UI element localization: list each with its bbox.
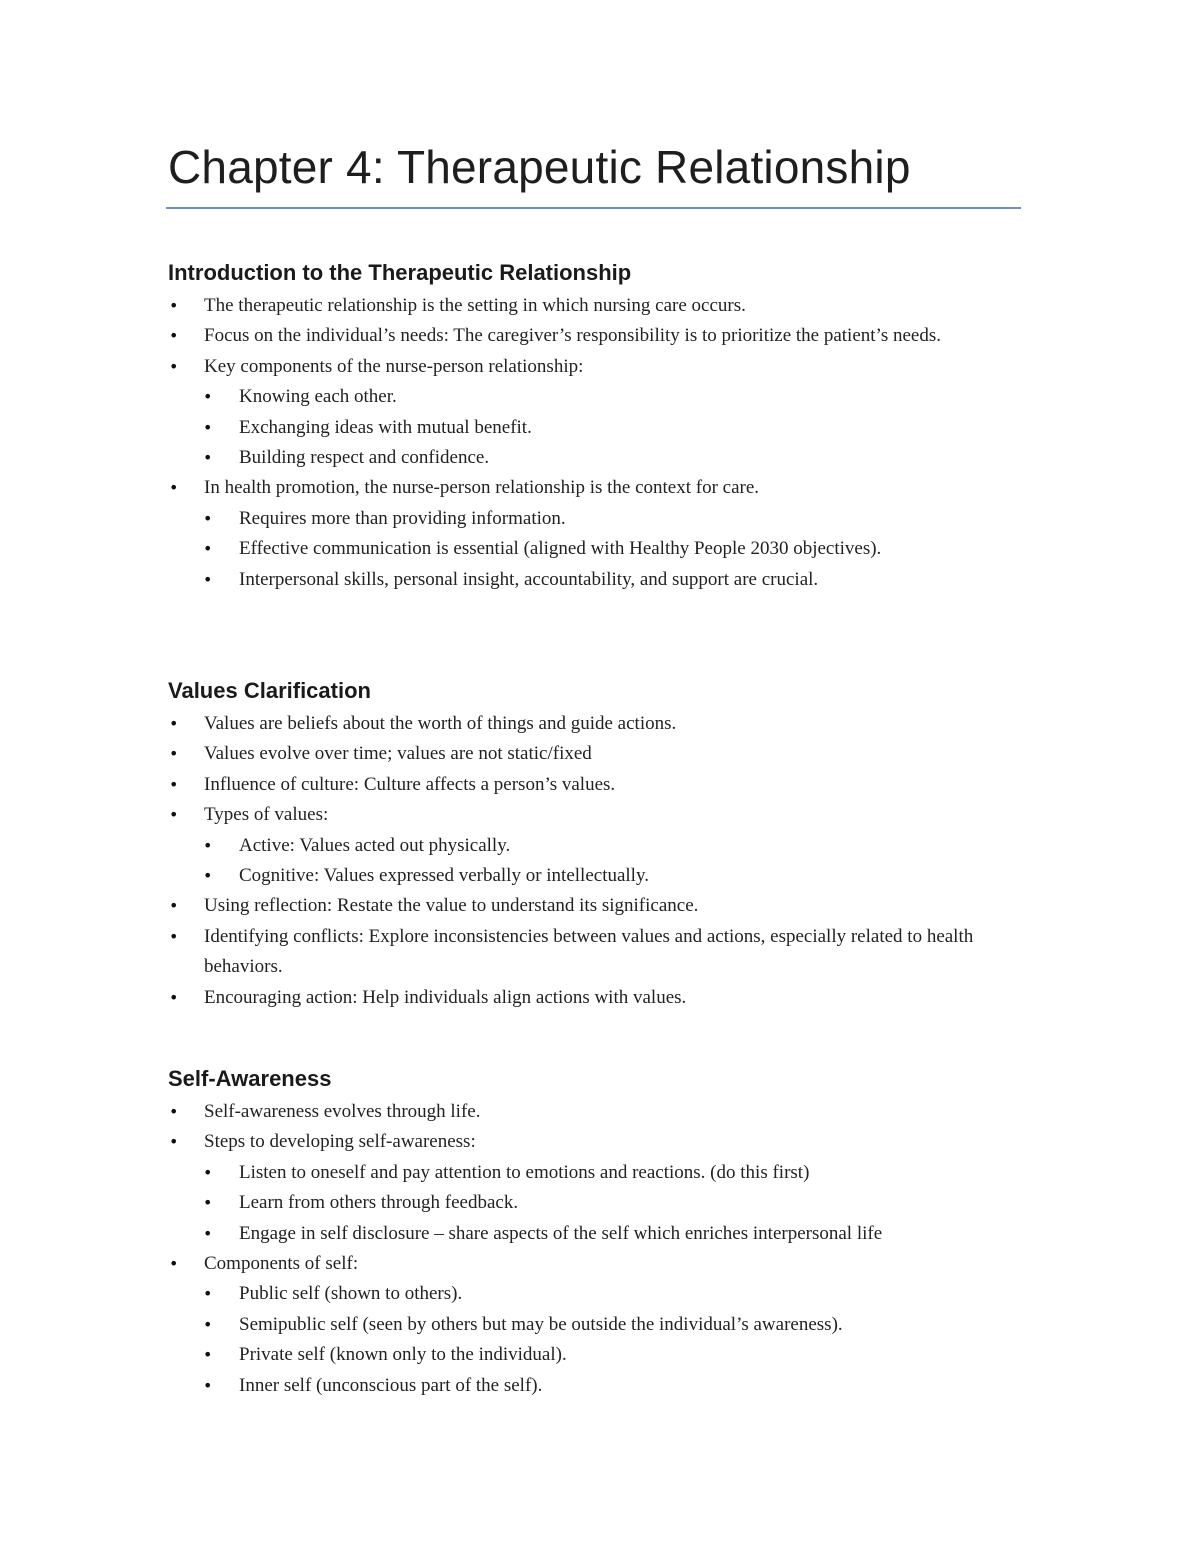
page-title: Chapter 4: Therapeutic Relationship <box>168 141 911 193</box>
list-item-text: Components of self: <box>204 1253 359 1275</box>
sub-list-item <box>168 1340 1038 1370</box>
list-item-text: Requires more than providing information. <box>239 507 566 529</box>
list-item <box>168 291 1038 321</box>
list-item-text: In health promotion, the nurse-person relationship is the context for care. <box>204 477 760 499</box>
bullet-icon: • <box>203 1345 213 1365</box>
bullet-icon: • <box>203 539 213 559</box>
list-item-text: Influence of culture: Culture affects a person’s values. <box>204 773 616 795</box>
bullet-icon: • <box>169 478 179 498</box>
section-heading: Values Clarification <box>168 678 371 703</box>
bullet-list <box>168 1097 1038 1401</box>
list-item <box>168 1127 1038 1157</box>
bullet-list <box>168 709 1038 1013</box>
bullet-icon: • <box>203 1314 213 1334</box>
list-item-text: Exchanging ideas with mutual benefit. <box>239 416 532 438</box>
sub-list-item <box>168 1371 1038 1401</box>
list-item-text: Inner self (unconscious part of the self). <box>239 1374 543 1396</box>
sub-list-item <box>168 1310 1038 1340</box>
bullet-icon: • <box>169 805 179 825</box>
bullet-icon: • <box>169 1254 179 1274</box>
bullet-icon: • <box>169 774 179 794</box>
sub-list-item <box>168 382 1038 412</box>
sub-list-item <box>168 1188 1038 1218</box>
bullet-icon: • <box>169 356 179 376</box>
title-underline <box>166 207 1021 209</box>
section-introduction <box>168 258 1038 595</box>
bullet-icon: • <box>169 926 179 946</box>
list-item-text: Values are beliefs about the worth of things and guide actions. <box>204 713 677 734</box>
sub-list-item <box>168 1158 1038 1188</box>
list-item <box>168 1097 1038 1127</box>
list-item-text: The therapeutic relationship is the setting in which nursing care occurs. <box>204 295 746 316</box>
sub-list-item <box>168 534 1038 564</box>
list-item <box>168 709 1038 739</box>
list-item-text: Semipublic self (seen by others but may be outside the individual’s awareness). <box>239 1313 843 1335</box>
list-item-text: Identifying conflicts: Explore inconsistencies between values and actions, especially related to health behaviors. <box>204 925 974 978</box>
list-item <box>168 352 1038 382</box>
list-item-text: Building respect and confidence. <box>239 447 490 469</box>
section-heading: Introduction to the Therapeutic Relationship <box>168 260 632 285</box>
list-item <box>168 983 1038 1013</box>
list-item-text: Using reflection: Restate the value to understand its significance. <box>204 895 699 917</box>
list-item-text: Cognitive: Values expressed verbally or intellectually. <box>239 865 649 887</box>
list-item-text: Focus on the individual’s needs: The caregiver’s responsibility is to prioritize the patient’s needs. <box>204 325 941 347</box>
bullet-icon: • <box>169 296 179 315</box>
list-item-text: Steps to developing self-awareness: <box>204 1131 476 1153</box>
list-item <box>168 739 1038 769</box>
list-item <box>168 770 1038 800</box>
sub-list-item <box>168 1219 1038 1249</box>
bullet-icon: • <box>203 508 213 528</box>
list-item-text: Learn from others through feedback. <box>239 1192 519 1214</box>
list-item-text: Encouraging action: Help individuals align actions with values. <box>204 986 687 1008</box>
list-item-text: Public self (shown to others). <box>239 1283 463 1305</box>
section-heading: Self-Awareness <box>168 1066 332 1091</box>
list-item-text: Types of values: <box>204 804 329 826</box>
list-item-text: Values evolve over time; values are not static/fixed <box>204 743 592 765</box>
list-item <box>168 473 1038 503</box>
bullet-icon: • <box>203 1193 213 1213</box>
sub-list-item <box>168 504 1038 534</box>
bullet-icon: • <box>169 1102 179 1121</box>
section-self-awareness <box>168 1064 1038 1401</box>
list-item-text: Knowing each other. <box>239 386 397 408</box>
bullet-icon: • <box>203 387 213 407</box>
list-item-text: Private self (known only to the individual). <box>239 1344 567 1366</box>
bullet-icon: • <box>169 987 179 1007</box>
sub-list-item <box>168 443 1038 473</box>
list-item-text: Key components of the nurse-person relationship: <box>204 355 584 377</box>
bullet-icon: • <box>203 448 213 468</box>
bullet-icon: • <box>203 835 213 855</box>
list-item <box>168 1249 1038 1279</box>
list-item <box>168 800 1038 830</box>
sub-list-item <box>168 565 1038 595</box>
list-item-text: Engage in self disclosure – share aspects of the self which enriches interpersonal life <box>239 1222 883 1244</box>
bullet-icon: • <box>169 714 179 733</box>
bullet-icon: • <box>169 1132 179 1152</box>
sub-list-item <box>168 1279 1038 1309</box>
bullet-list <box>168 291 1038 595</box>
bullet-icon: • <box>169 896 179 916</box>
sub-list-item <box>168 861 1038 891</box>
section-values-clarification <box>168 676 1038 1013</box>
list-item <box>168 891 1038 921</box>
list-item-text: Active: Values acted out physically. <box>239 834 511 856</box>
bullet-icon: • <box>203 866 213 886</box>
bullet-icon: • <box>203 1375 213 1395</box>
list-item <box>168 922 1038 983</box>
sub-list-item <box>168 831 1038 861</box>
bullet-icon: • <box>203 569 213 589</box>
bullet-icon: • <box>169 326 179 346</box>
sub-list-item <box>168 413 1038 443</box>
list-item <box>168 321 1038 351</box>
bullet-icon: • <box>203 1162 213 1182</box>
bullet-icon: • <box>203 417 213 437</box>
list-item-text: Interpersonal skills, personal insight, accountability, and support are crucial. <box>239 568 819 590</box>
list-item-text: Effective communication is essential (aligned with Healthy People 2030 objectives). <box>239 538 882 560</box>
list-item-text: Self-awareness evolves through life. <box>204 1101 481 1122</box>
list-item-text: Listen to oneself and pay attention to emotions and reactions. (do this first) <box>239 1161 810 1183</box>
bullet-icon: • <box>169 744 179 764</box>
bullet-icon: • <box>203 1284 213 1304</box>
bullet-icon: • <box>203 1223 213 1243</box>
